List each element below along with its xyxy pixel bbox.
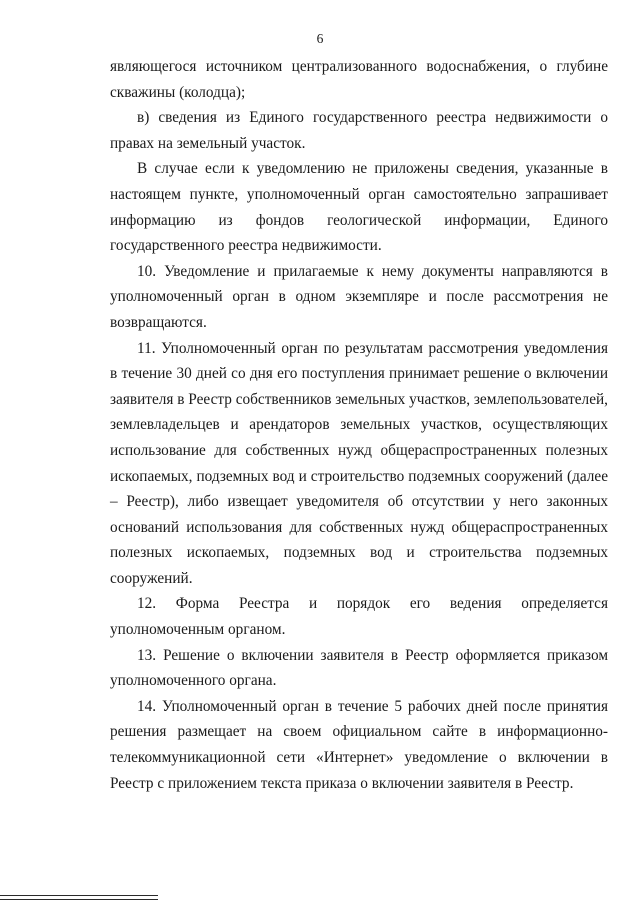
paragraph-subitem-v: в) сведения из Единого государственного реестра недвижимости о правах на земельный участок. <box>110 109 608 152</box>
paragraph-continuation: являющегося источником централизованного водоснабжения, о глубине скважины (колодца); <box>110 58 608 101</box>
footer-rule <box>0 895 158 896</box>
paragraph-missing-info: В случае если к уведомлению не приложены сведения, указанные в настоящем пункте, уполномоченный орган самостоятельно запрашивает информацию из фондов геологической информации, Единого государственного реестра недвижимости. <box>110 160 608 255</box>
footer-rule-lower <box>0 899 158 900</box>
page-number: 6 <box>316 31 324 46</box>
paragraph-item-10: 10. Уведомление и прилагаемые к нему документы направляются в уполномоченный орган в одном экземпляре и после рассмотрения не возвращаются. <box>110 262 608 331</box>
paragraph-item-12: 12. Форма Реестра и порядок его ведения определяется уполномоченным органом. <box>110 595 608 639</box>
paragraph-item-14: 14. Уполномоченный орган в течение 5 рабочих дней после принятия решения размещает на своем официальном сайте в информационно-телекоммуникационной сети «Интернет» уведомление о включении в Реестр с приложением текста приказа о включении заявителя в Реестр. <box>110 697 608 792</box>
paragraph-item-11: 11. Уполномоченный орган по результатам рассмотрения уведомления в течение 30 дней со дня его поступления принимает решение о включении заявителя в Реестр собственников земельных участков, землепользователей, землевладельцев и арендаторов земельных участков, осуществляющих использование для собственных нужд общераспространенных полезных ископаемых, подземных вод и строительство подземных сооружений (далее – Реестр), либо извещает уведомителя об отсутствии у него законных оснований использования для собственных нужд общераспространенных полезных ископаемых, подземных вод и строительства подземных сооружений. <box>110 339 608 587</box>
paragraph-item-13: 13. Решение о включении заявителя в Реестр оформляется приказом уполномоченного органа. <box>110 646 608 690</box>
document-body <box>110 54 608 796</box>
